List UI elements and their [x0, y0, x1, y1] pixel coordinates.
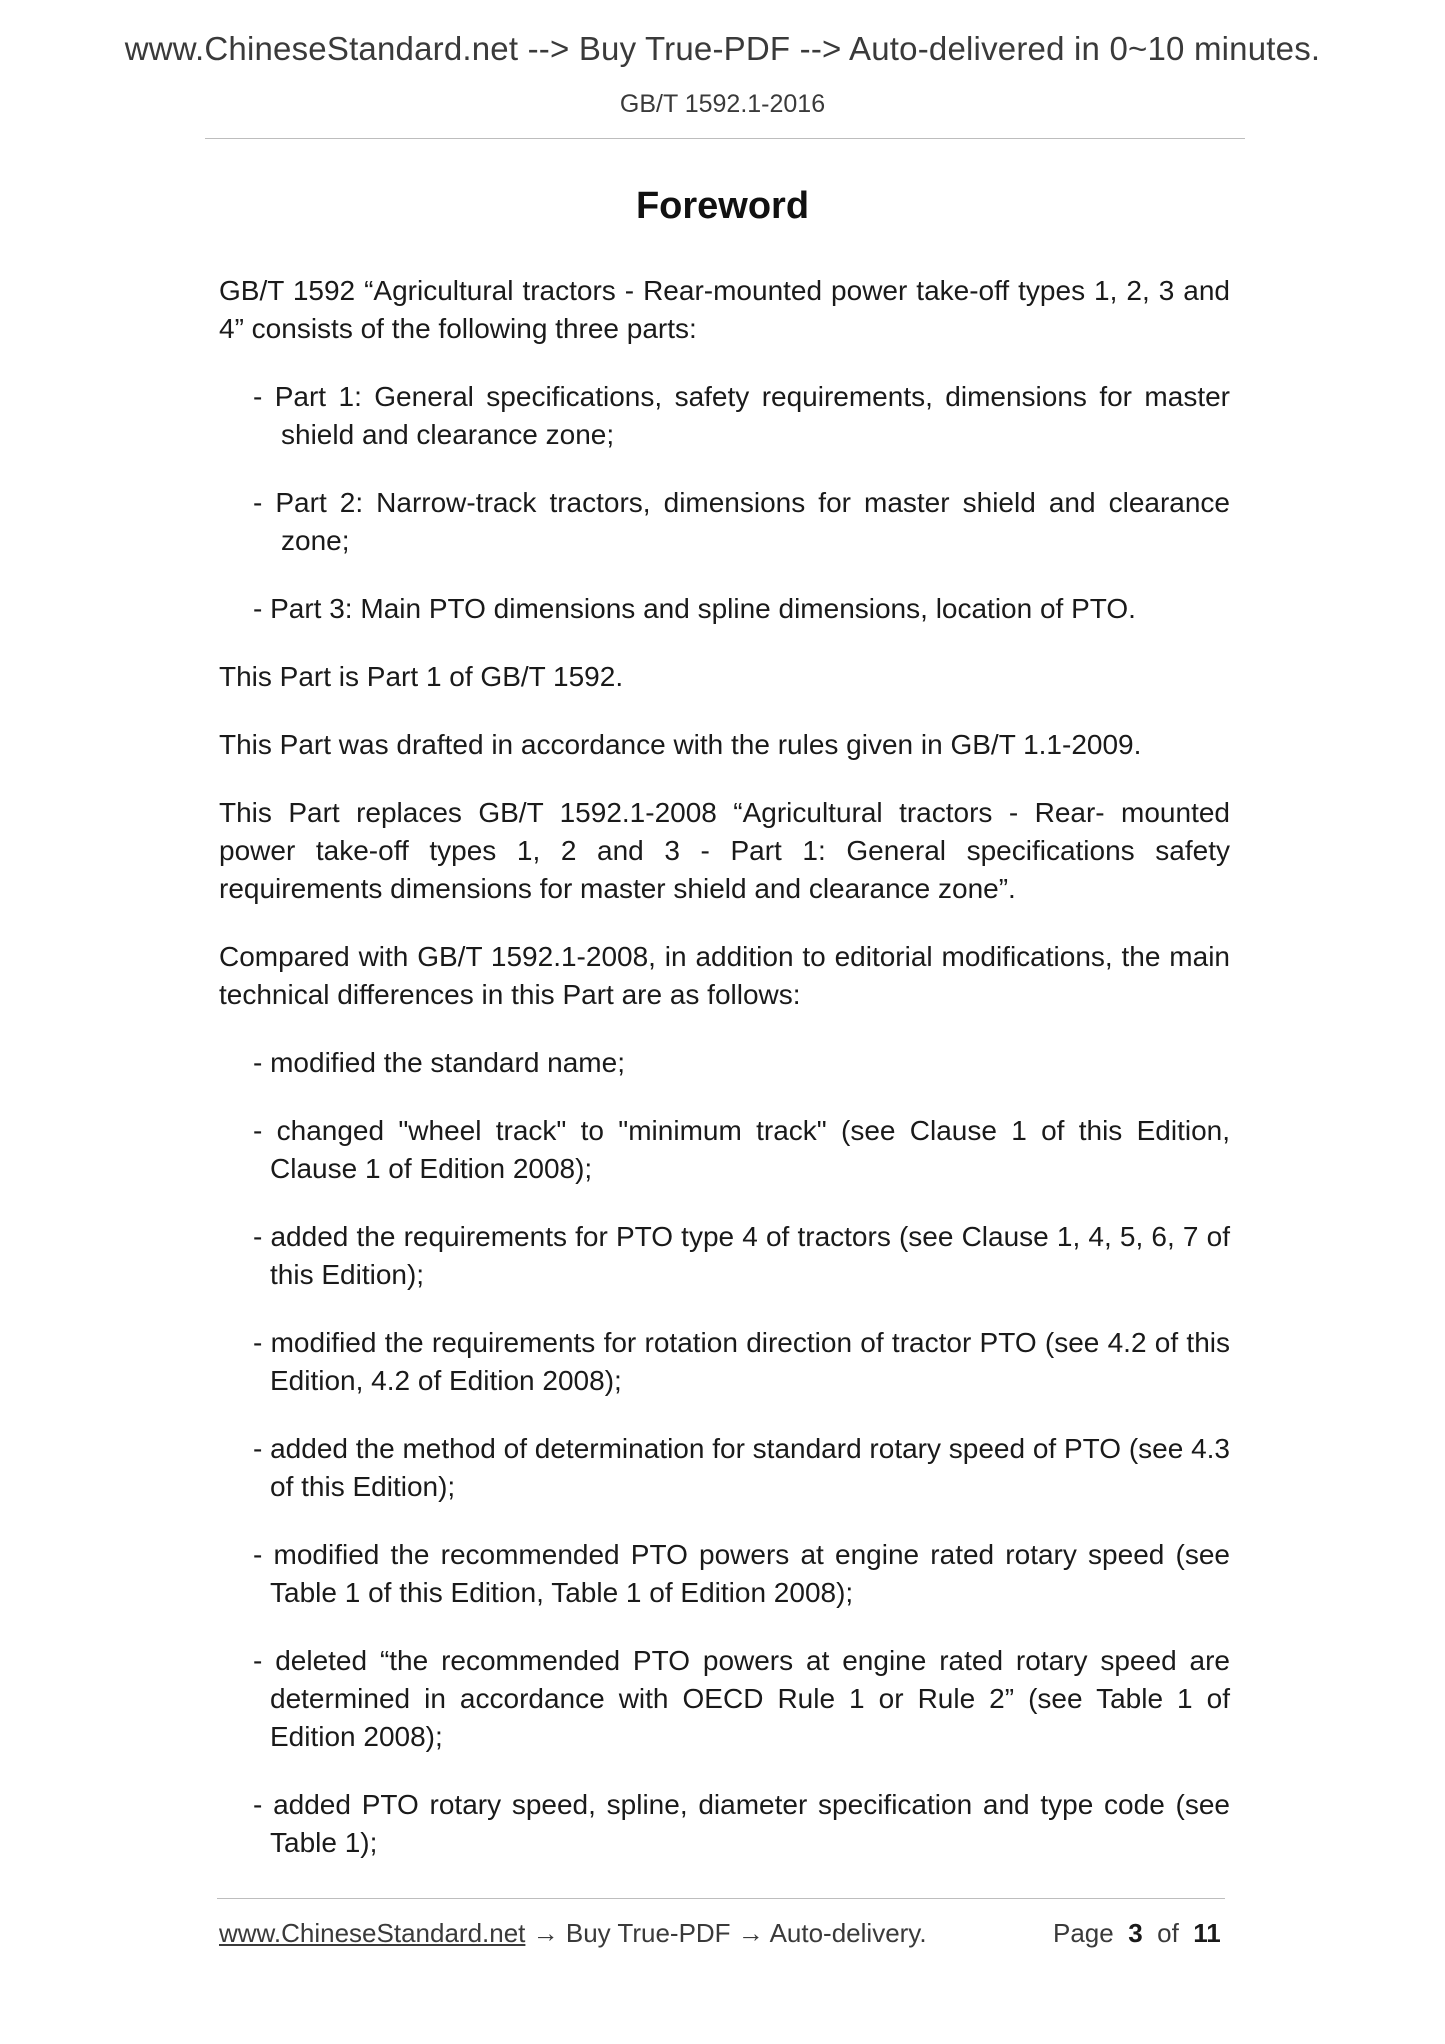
- replaces-paragraph: This Part replaces GB/T 1592.1-2008 “Agricultural tractors - Rear- mounted power take-off types 1, 2 and 3 - Part 1: General specifications safety requirements dimensions for master shield and clearance zone”.: [219, 797, 1230, 904]
- page-indicator: [1053, 1918, 1221, 1949]
- difference-item: - deleted “the recommended PTO powers at engine rated rotary speed are determined in accordance with OECD Rule 1 or Rule 2” (see Table 1 of Edition 2008);: [253, 1645, 1230, 1752]
- page-title: Foreword: [635, 185, 810, 227]
- difference-item: - modified the recommended PTO powers at engine rated rotary speed (see Table 1 of this Edition, Table 1 of Edition 2008);: [253, 1539, 1230, 1608]
- difference-item: - modified the standard name;: [253, 1047, 625, 1078]
- current-page-number: 3: [1128, 1918, 1143, 1948]
- page-label: Page: [1053, 1918, 1114, 1948]
- difference-item: - added the method of determination for standard rotary speed of PTO (see 4.3 of this Edition);: [253, 1433, 1230, 1502]
- this-part-paragraph: This Part is Part 1 of GB/T 1592.: [219, 661, 624, 692]
- difference-item: - added the requirements for PTO type 4 of tractors (see Clause 1, 4, 5, 6, 7 of this Edition);: [253, 1221, 1230, 1290]
- difference-item: - added PTO rotary speed, spline, diameter specification and type code (see Table 1);: [253, 1789, 1230, 1858]
- compared-paragraph: Compared with GB/T 1592.1-2008, in addition to editorial modifications, the main technical differences in this Part are as follows:: [219, 941, 1230, 1010]
- part-item: - Part 3: Main PTO dimensions and spline dimensions, location of PTO.: [253, 593, 1136, 624]
- footer-site-link[interactable]: www.ChineseStandard.net: [219, 1918, 526, 1948]
- difference-item: - modified the requirements for rotation direction of tractor PTO (see 4.2 of this Edition, 4.2 of Edition 2008);: [253, 1327, 1230, 1396]
- of-label: of: [1157, 1918, 1179, 1948]
- footer-promo: [219, 1918, 927, 1949]
- part-item: - Part 1: General specifications, safety requirements, dimensions for master shield and clearance zone;: [253, 381, 1230, 450]
- difference-item: - changed "wheel track" to "minimum track" (see Clause 1 of this Edition, Clause 1 of Edition 2008);: [253, 1115, 1230, 1184]
- footer-promo-text: → Buy True-PDF → Auto-delivery.: [525, 1918, 927, 1948]
- intro-paragraph: GB/T 1592 “Agricultural tractors - Rear-mounted power take-off types 1, 2, 3 and 4” consists of the following three parts:: [219, 275, 1230, 344]
- header-divider: [205, 138, 1245, 139]
- part-item: - Part 2: Narrow-track tractors, dimensions for master shield and clearance zone;: [253, 487, 1230, 556]
- drafted-paragraph: This Part was drafted in accordance with the rules given in GB/T 1.1-2009.: [219, 729, 1142, 760]
- top-banner: www.ChineseStandard.net --> Buy True-PDF --> Auto-delivered in 0~10 minutes.: [124, 30, 1321, 67]
- footer-divider: [217, 1898, 1225, 1899]
- total-page-count: 11: [1193, 1918, 1221, 1948]
- standard-code: GB/T 1592.1-2016: [619, 90, 826, 118]
- document-body: [219, 272, 1230, 1892]
